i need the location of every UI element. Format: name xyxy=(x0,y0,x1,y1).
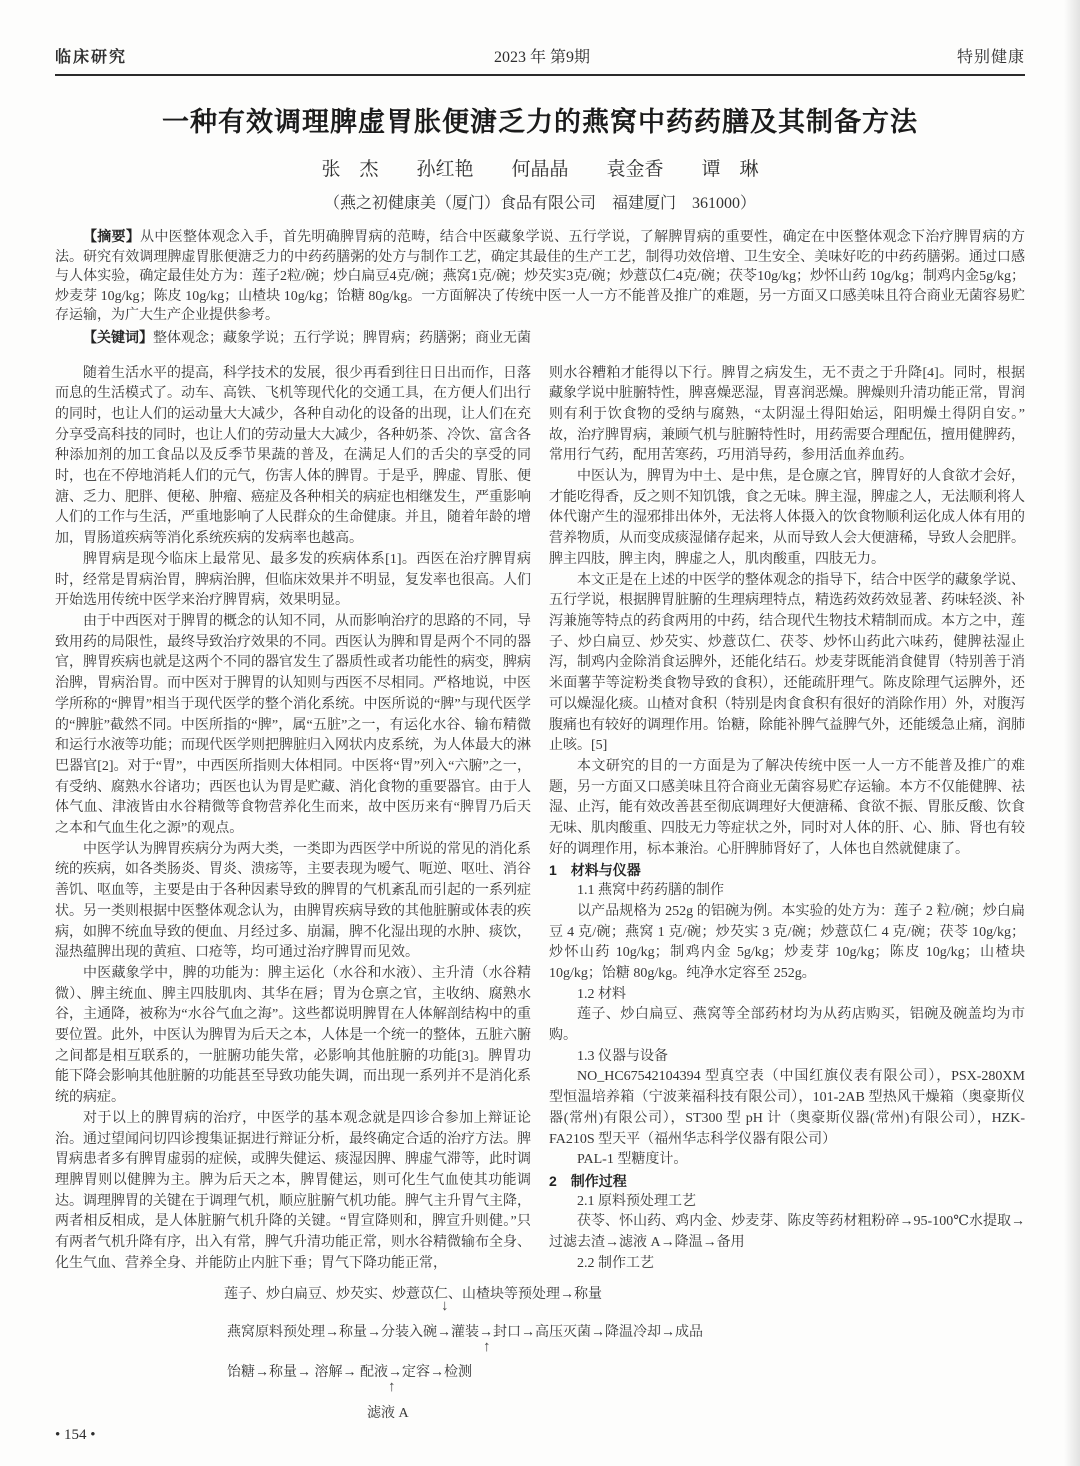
page-number: • 154 • xyxy=(55,1426,96,1443)
keywords-label: 【关键词】 xyxy=(83,328,153,345)
subsection-heading-1-2: 1.2 材料 xyxy=(577,986,626,1002)
subsection-heading-1-3: 1.3 仪器与设备 xyxy=(577,1048,668,1064)
process-flow-diagram xyxy=(55,1283,1025,1425)
up-arrow-icon: ↑ xyxy=(483,1338,491,1355)
flow-step-pretreatment-row: 莲子、炒白扁豆、炒芡实、炒薏苡仁、山楂块等预处理→称量 xyxy=(224,1286,602,1302)
body-paragraph: 莲子、炒白扁豆、燕窝等全部药材均为从药店购买，铝碗及碗盖均为市购。 xyxy=(549,1007,1025,1044)
header-issue-info: 2023 年 第9期 xyxy=(493,49,590,66)
flow-step-syrup-row: 饴糖→称量→ 溶解→ 配液→定容→检测 xyxy=(227,1364,472,1380)
keywords-paragraph xyxy=(55,328,1025,349)
down-arrow-icon: ↓ xyxy=(441,1297,449,1314)
up-arrow-icon: ↑ xyxy=(388,1378,396,1395)
body-paragraph: 由于中西医对于脾胃的概念的认知不同，从而影响治疗的思路的不同，导致用药的局限性，最终导致治疗效果的不同。西医认为脾和胃是两个不同的器官，脾胃疾病也就是这两个不同的器官发生了器质性或者功能性的病变，脾病治脾，胃病治胃。而中医对于脾胃的认知则与西医不尽相同。严格地说，中医学所称的“脾胃”相当于现代医学的整个消化系统。中医所说的“脾”与现代医学的“脾脏”截然不同。中医所指的“脾”，属“五脏”之一，有运化水谷、输布精微和运行水液等功能；而现代医学则把脾脏归入网状内皮系统，为人体最大的淋巴器官[2]。对于“胃”，中西医所指则大体相同。中医将“胃”列入“六腑”之一，有受纳、腐熟水谷诸功；西医也认为胃是贮藏、消化食物的重要器官。由于人体气血、津液皆由水谷精微等食物营养化生而来，故中医历来有“脾胃乃后天之本和气血生化之源”的观点。 xyxy=(55,614,531,837)
body-paragraph: 脾胃病是现今临床上最常见、最多发的疾病体系[1]。西医在治疗脾胃病时，经常是胃病治胃，脾病治脾，但临床效果并不明显，复发率也很高。人们开始选用传统中医学来治疗脾胃病，效果明显。 xyxy=(55,551,531,609)
flow-step-filtrate-label: 滤液 A xyxy=(367,1405,409,1421)
subsection-heading-2-2: 2.2 制作工艺 xyxy=(577,1255,654,1271)
body-paragraph: 茯苓、怀山药、鸡内金、炒麦芽、陈皮等药材粗粉碎→95-100℃水提取→过滤去渣→滤液 A→降温→备用 xyxy=(549,1214,1025,1251)
body-paragraph: 中医藏象学中，脾的功能为：脾主运化（水谷和水液）、主升清（水谷精微）、脾主统血、脾主四肢肌肉、其华在唇；胃为仓禀之官，主收纳、腐熟水谷，主通降，被称为“水谷气血之海”。这些都说明脾胃在人体解剖结构中的重要位置。此外，中医认为脾胃为后天之本，人体是一个统一的整体，五脏六腑之间都是相互联系的，一脏腑功能失常，必影响其他脏腑的功能[3]。脾胃功能下降会影响其他脏腑的功能甚至导致功能失调，而出现一系列并不是消化系统的病症。 xyxy=(55,965,531,1106)
flow-step-main-row: 燕窝原料预处理→称量→分装入碗→灌装→封口→高压灭菌→降温冷却→成品 xyxy=(227,1324,703,1340)
subsection-heading-1-1: 1.1 燕窝中药药膳的制作 xyxy=(577,883,724,899)
body-paragraph: 本文研究的目的一方面是为了解决传统中医一人一方不能普及推广的难题，另一方面又口感美味且符合商业无菌容易贮存运输。本方不仅能健脾、祛湿、止泻，能有效改善甚至彻底调理好大便溏稀、食欲不振、胃胀反酸、饮食无味、肌肉酸重、四肢无力等症状之外，同时对人体的肝、心、肺、肾也有较好的调理作用，标本兼治。心肝脾肺肾好了，人体也自然就健康了。 xyxy=(549,758,1025,857)
article-affiliation: （燕之初健康美（厦门）食品有限公司 福建厦门 361000） xyxy=(323,195,756,212)
body-paragraph: 中医认为，脾胃为中土、是中焦，是仓廪之官，脾胃好的人食欲才会好，才能吃得香，反之则不知饥饿，食之无味。脾主湿，脾虚之人，无法顺利将人体代谢产生的湿邪排出体外，无法将人体摄入的饮食物顺利运化成人体有用的营养物质，从而变成痰湿储存起来，从而导致人会大便溏稀，导致人会肥胖。脾主四肢，脾主肉，脾虚之人，肌肉酸重，四肢无力。 xyxy=(549,469,1025,567)
abstract-paragraph xyxy=(55,227,1025,326)
header-section-label: 临床研究 xyxy=(55,49,128,66)
header-rule xyxy=(55,74,1025,76)
section-heading-process: 2 制作过程 xyxy=(549,1172,627,1189)
journal-header xyxy=(55,44,1025,67)
body-paragraph: 本文正是在上述的中医学的整体观念的指导下，结合中医学的藏象学说、五行学说，根据脾胃脏腑的生理病理特点，精选药效药效显著、药味轻淡、补泻兼施等特点的药食两用的中药，结合现代生物技术精制而成。本方之中，莲子、炒白扁豆、炒芡实、炒薏苡仁、茯苓、炒怀山药此六味药，健脾祛湿止泻，制鸡内金除消食运脾外，还能化结石。炒麦芽既能消食健胃（特别善于消米面薯芋等淀粉类食物导致的食积），还能疏肝理气。陈皮除理气运脾外，还可以燥湿化痰。山楂对食积（特别是肉食食积有很好的消除作用）外，对腹泻腹痛也有较好的调理作用。饴糖，除能补脾气益脾气外，还能缓急止痛，润肺止咳。[5] xyxy=(549,572,1025,754)
body-paragraph: 则水谷糟粕才能得以下行。脾胃之病发生，无不责之于升降[4]。同时，根据藏象学说中脏腑特性，脾喜燥恶湿，胃喜润恶燥。脾燥则升清功能正常，胃润则有利于饮食物的受纳与腐熟，“太阴湿土得阳始运，阳明燥土得阴自安。”故，治疗脾胃病，兼顾气机与脏腑特性时，用药需要合理配伍，擅用健脾药，常用行气药，配用苦寒药，巧用消导药，参用活血养血药。 xyxy=(549,365,1025,464)
body-paragraph: NO_HC67542104394 型真空表（中国红旗仪表有限公司），PSX-280XM 型恒温培养箱（宁波莱福科技有限公司），101-2AB 型热风干燥箱（奥豪斯仪器(常州)有限公司），ST300 型 pH 计（奥豪斯仪器(常州)有限公司），HZK-FA210S 型天平（福州华志科学仪器有限公司） xyxy=(549,1069,1025,1147)
header-journal-name: 特别健康 xyxy=(956,49,1025,66)
body-columns xyxy=(55,364,1025,1275)
article-authors: 张 杰 孙红艳 何晶晶 袁金香 谭 琳 xyxy=(321,159,759,180)
body-paragraph: PAL-1 型糖度计。 xyxy=(577,1152,688,1168)
body-paragraph: 中医学认为脾胃疾病分为两大类，一类即为西医学中所说的常见的消化系统的疾病，如各类肠炎、胃炎、溃疡等，主要表现为嗳气、呃逆、呕吐、消谷善饥、呕血等，主要是由于各种因素导致的脾胃的气机紊乱而引起的一系列症状。另一类则根据中医整体观念认为，由脾胃疾病导致的其他脏腑或体表的疾病，如脾不统血导致的便血、月经过多、崩漏，脾不化湿出现的水肿、痰饮，湿热蕴脾出现的黄疸、口疮等，均可通过治疗脾胃而见效。 xyxy=(55,841,531,961)
subsection-heading-2-1: 2.1 原料预处理工艺 xyxy=(577,1193,696,1209)
body-paragraph: 以产品规格为 252g 的铝碗为例。本实验的处方为：莲子 2 粒/碗；炒白扁豆 4 克/碗；燕窝 1 克/碗；炒芡实 3 克/碗；炒薏苡仁 4 克/碗；茯苓 10g/kg；炒怀山药 10g/kg；制鸡内金 5g/kg；炒麦芽 10g/kg；陈皮 10g/kg；山楂块 10g/kg；饴糖 80g/kg。纯净水定容至 252g。 xyxy=(549,903,1025,981)
abstract-text: 从中医整体观念入手，首先明确脾胃病的范畴，结合中医藏象学说、五行学说，了解脾胃病的重要性，确定在中医整体观念下治疗脾胃病的方法。研究有效调理脾虚胃胀便溏乏力的中药药膳粥的处方与制作工艺，确定其最佳的生产工艺，制得功效倍增、卫生安全、美味好吃的中药药膳粥。通过口感与人体实验，确定最佳处方为：莲子2粒/碗；炒白扁豆4克/碗；燕窝1克/碗；炒芡实3克/碗；炒薏苡仁4克/碗；茯苓10g/kg；炒怀山药 10g/kg；制鸡内金5g/kg；炒麦芽 10g/kg；陈皮 10g/kg；山楂块 10g/kg；饴糖 80g/kg。一方面解决了传统中医一人一方不能普及推广的难题，另一方面又口感美味且符合商业无菌容易贮存运输，为广大生产企业提供参考。 xyxy=(55,230,1025,324)
body-paragraph: 对于以上的脾胃病的治疗，中医学的基本观念就是四诊合参加上辩证论治。通过望闻问切四诊搜集证据进行辩证分析，最终确定合适的治疗方法。脾胃病患者多有脾胃虚弱的症候，或脾失健运、痰湿因脾、脾虚气滞等，此时调理脾胃则以健脾为主。脾为后天之本，脾胃健运，则可化生气血使其功能调达。调理脾胃的关键在于调理气机，顺应脏腑气机功能。脾气主升胃气主降，两者相反相成，是人体脏腑气机升降的关键。“胃宣降则和，脾宣升则健。”只有两者气机升降有序，出入有常，脾气升清功能正常，则水谷精微输布全身、化生气血、营养全身、并能防止内脏下垂；胃气下降功能正常， xyxy=(55,1110,531,1271)
section-heading-materials: 1 材料与仪器 xyxy=(549,862,641,879)
left-column xyxy=(55,364,531,1275)
right-column xyxy=(549,364,1025,1275)
article-title: 一种有效调理脾虚胃胀便溏乏力的燕窝中药药膳及其制备方法 xyxy=(162,107,918,137)
body-paragraph: 随着生活水平的提高，科学技术的发展，很少再看到往日日出而作，日落而息的生活模式了。动车、高铁、飞机等现代化的交通工具，在方便人们出行的同时，也让人们的运动量大大减少，各种自动化的设备的出现，让人们在充分享受高科技的同时，也让人们的劳动量大大减少，各种奶茶、冷饮、富含各种添加剂的加工食品以及反季节果蔬的普及，在满足人们的舌尖的享受的同时，也在不停地消耗人们的元气，伤害人体的脾胃。于是乎，脾虚、胃胀、便溏、乏力、肥胖、便秘、肿瘤、癌症及各种相关的病症也相继发生，严重影响人们的工作与生活，严重地影响了人民群众的生命健康。并且，随着年龄的增加，胃肠道疾病等消化系统疾病的发病率也越高。 xyxy=(55,365,531,547)
keywords-text: 整体观念；藏象学说；五行学说；脾胃病；药膳粥；商业无菌 xyxy=(153,330,531,346)
abstract-label: 【摘要】 xyxy=(83,228,141,244)
